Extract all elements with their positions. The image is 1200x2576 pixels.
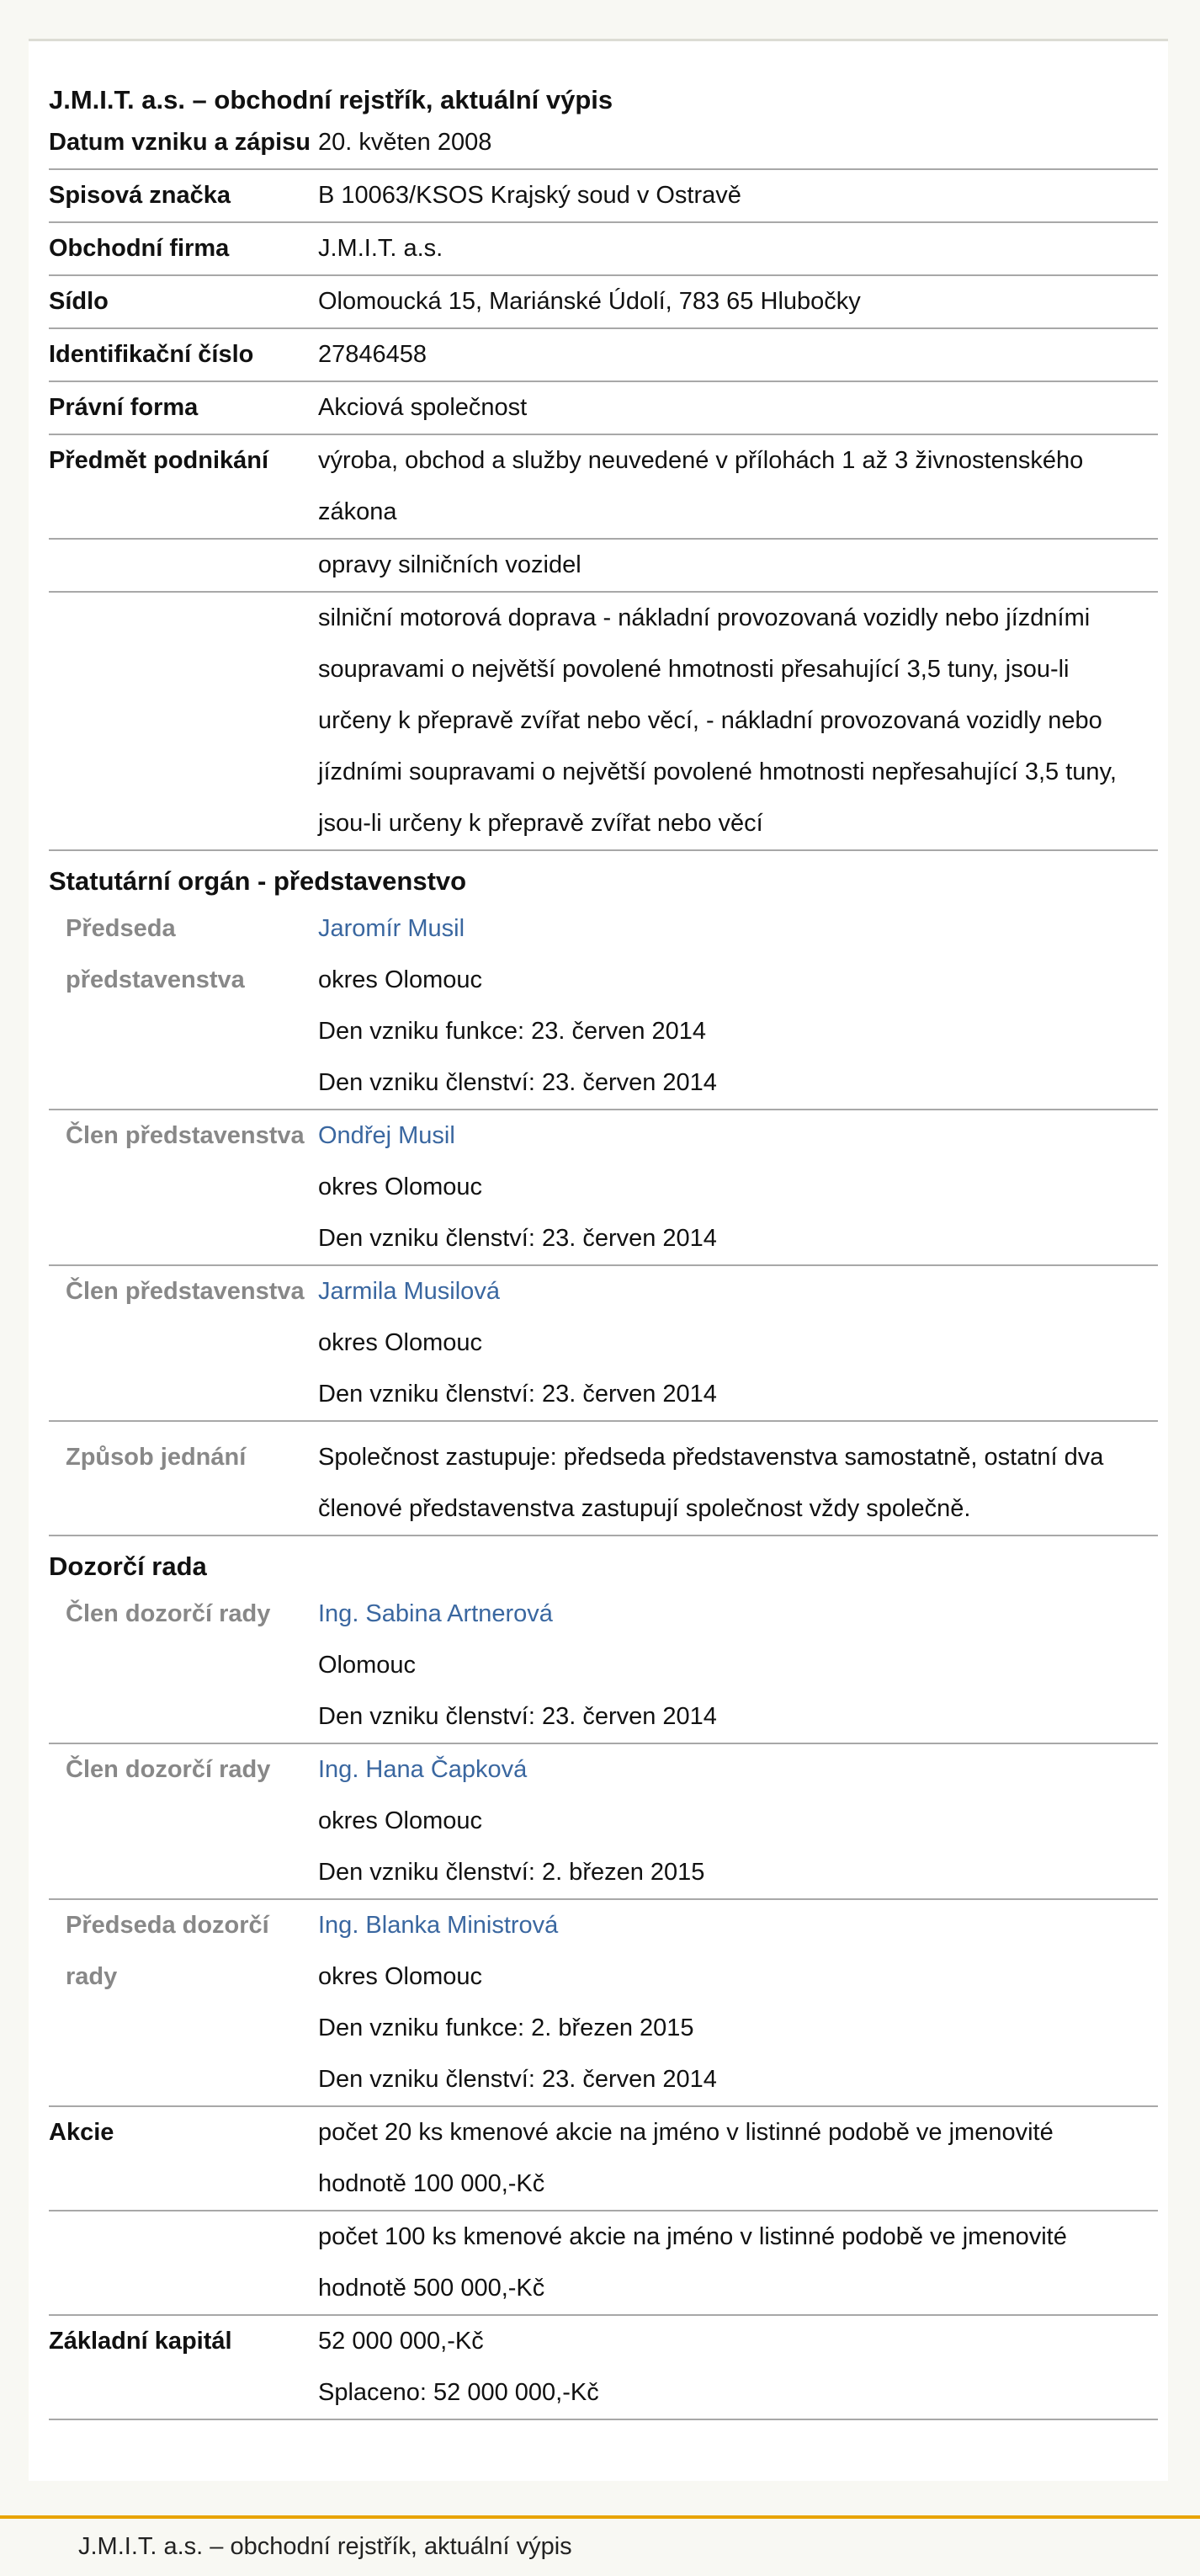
member-detail: Den vzniku členství: 23. červen 2014 xyxy=(318,1381,717,1408)
member-role: Člen dozorčí rady xyxy=(66,1756,271,1783)
member-detail: okres Olomouc xyxy=(318,966,483,993)
statutory-member xyxy=(49,903,1158,1110)
member-role: Člen představenstva xyxy=(66,1278,305,1305)
field-value: 27846458 xyxy=(318,341,427,368)
capital-info xyxy=(318,2316,1158,2419)
field-label: Identifikační číslo xyxy=(49,341,254,368)
statutory-member xyxy=(49,1110,1158,1266)
field-label xyxy=(49,540,318,591)
field-value: silniční motorová doprava - nákladní provozovaná vozidly nebo jízdními soupravami o největší povolené hmotnosti přesahující 3,5 tuny, jsou-li určeny k přepravě zvířat nebo věcí, - nákladní provozovaná vozidly nebo jízdními soupravami o největší povolené hmotnosti nepřesahující 3,5 tuny, jsou-li určeny k přepravě zvířat nebo věcí xyxy=(318,604,1117,837)
member-detail: okres Olomouc xyxy=(318,1329,483,1356)
member-name-link[interactable]: Ing. Blanka Ministrová xyxy=(318,1912,559,1939)
page-title: J.M.I.T. a.s. – obchodní rejstřík, aktuální výpis xyxy=(49,85,613,114)
statutory-section-title: Statutární orgán - představenstvo xyxy=(49,866,467,896)
registry-extract xyxy=(29,41,1168,2481)
member-name-link[interactable]: Jarmila Musilová xyxy=(318,1278,500,1305)
registry-row xyxy=(49,435,1158,540)
field-label: Předmět podnikání xyxy=(49,447,269,474)
shares-row xyxy=(49,2107,1158,2211)
member-name-link[interactable]: Ondřej Musil xyxy=(318,1122,455,1149)
member-detail: okres Olomouc xyxy=(318,1963,483,1990)
statutory-member xyxy=(49,1266,1158,1422)
member-detail: okres Olomouc xyxy=(318,1174,483,1200)
member-info xyxy=(318,1589,1158,1743)
member-detail: Den vzniku členství: 23. červen 2014 xyxy=(318,1703,717,1730)
registry-row xyxy=(49,276,1158,329)
registry-row xyxy=(49,223,1158,276)
member-info xyxy=(318,1110,1158,1264)
capital-paid: Splaceno: 52 000 000,-Kč xyxy=(318,2379,599,2406)
member-name-link[interactable]: Ing. Sabina Artnerová xyxy=(318,1600,553,1627)
supervisory-section-title: Dozorčí rada xyxy=(49,1551,207,1581)
action-label: Způsob jednání xyxy=(66,1444,247,1471)
member-role: Předseda dozorčí rady xyxy=(66,1912,269,1990)
member-detail: Den vzniku funkce: 23. červen 2014 xyxy=(318,1018,707,1045)
action-text: Společnost zastupuje: předseda představenstva samostatně, ostatní dva členové představenstva zastupují společnost vždy společně. xyxy=(318,1444,1104,1522)
member-info xyxy=(318,903,1158,1109)
field-label: Spisová značka xyxy=(49,182,231,209)
registry-row xyxy=(49,540,1158,593)
shares-row xyxy=(49,2211,1158,2316)
field-label: Sídlo xyxy=(49,288,109,315)
shares-label: Akcie xyxy=(49,2119,114,2146)
field-value: výroba, obchod a služby neuvedené v přílohách 1 až 3 živnostenského zákona xyxy=(318,447,1084,525)
registry-row xyxy=(49,382,1158,435)
member-detail: Den vzniku členství: 2. březen 2015 xyxy=(318,1859,705,1886)
field-label: Právní forma xyxy=(49,394,199,421)
supervisory-member xyxy=(49,1900,1158,2107)
footer-divider xyxy=(0,2515,1200,2519)
supervisory-member xyxy=(49,1589,1158,1744)
registry-row xyxy=(49,170,1158,223)
field-value: Olomoucká 15, Mariánské Údolí, 783 65 Hlubočky xyxy=(318,288,861,315)
field-value: opravy silničních vozidel xyxy=(318,551,581,578)
field-value: B 10063/KSOS Krajský soud v Ostravě xyxy=(318,182,741,209)
registry-row xyxy=(49,329,1158,382)
field-label: Datum vzniku a zápisu xyxy=(49,129,311,156)
member-detail: Den vzniku členství: 23. červen 2014 xyxy=(318,2066,717,2093)
capital-amount: 52 000 000,-Kč xyxy=(318,2328,484,2355)
shares-label-empty xyxy=(49,2211,318,2314)
member-role: Člen dozorčí rady xyxy=(66,1600,271,1627)
capital-label: Základní kapitál xyxy=(49,2328,232,2355)
member-role: Předseda představenstva xyxy=(66,915,245,993)
member-info xyxy=(318,1266,1158,1420)
shares-value: počet 100 ks kmenové akcie na jméno v listinné podobě ve jmenovité hodnotě 500 000,-Kč xyxy=(318,2223,1067,2302)
action-row xyxy=(49,1422,1158,1536)
registry-row xyxy=(49,593,1158,851)
field-label xyxy=(49,593,318,849)
member-detail: Den vzniku funkce: 2. březen 2015 xyxy=(318,2014,694,2041)
field-value: Akciová společnost xyxy=(318,394,528,421)
member-detail: Den vzniku členství: 23. červen 2014 xyxy=(318,1069,717,1096)
member-name-link[interactable]: Jaromír Musil xyxy=(318,915,465,942)
capital-row xyxy=(49,2316,1158,2420)
footer-title: J.M.I.T. a.s. – obchodní rejstřík, aktuální výpis xyxy=(78,2533,572,2560)
registry-row xyxy=(49,117,1158,170)
member-detail: okres Olomouc xyxy=(318,1807,483,1834)
shares-value: počet 20 ks kmenové akcie na jméno v listinné podobě ve jmenovité hodnotě 100 000,-Kč xyxy=(318,2119,1054,2197)
supervisory-member xyxy=(49,1744,1158,1900)
member-detail: Den vzniku členství: 23. červen 2014 xyxy=(318,1225,717,1252)
field-value: 20. květen 2008 xyxy=(318,129,492,156)
member-info xyxy=(318,1744,1158,1898)
member-detail: Olomouc xyxy=(318,1652,417,1679)
field-value: J.M.I.T. a.s. xyxy=(318,235,443,262)
member-role: Člen představenstva xyxy=(66,1122,305,1149)
field-label: Obchodní firma xyxy=(49,235,230,262)
member-info xyxy=(318,1900,1158,2105)
member-name-link[interactable]: Ing. Hana Čapková xyxy=(318,1756,528,1783)
